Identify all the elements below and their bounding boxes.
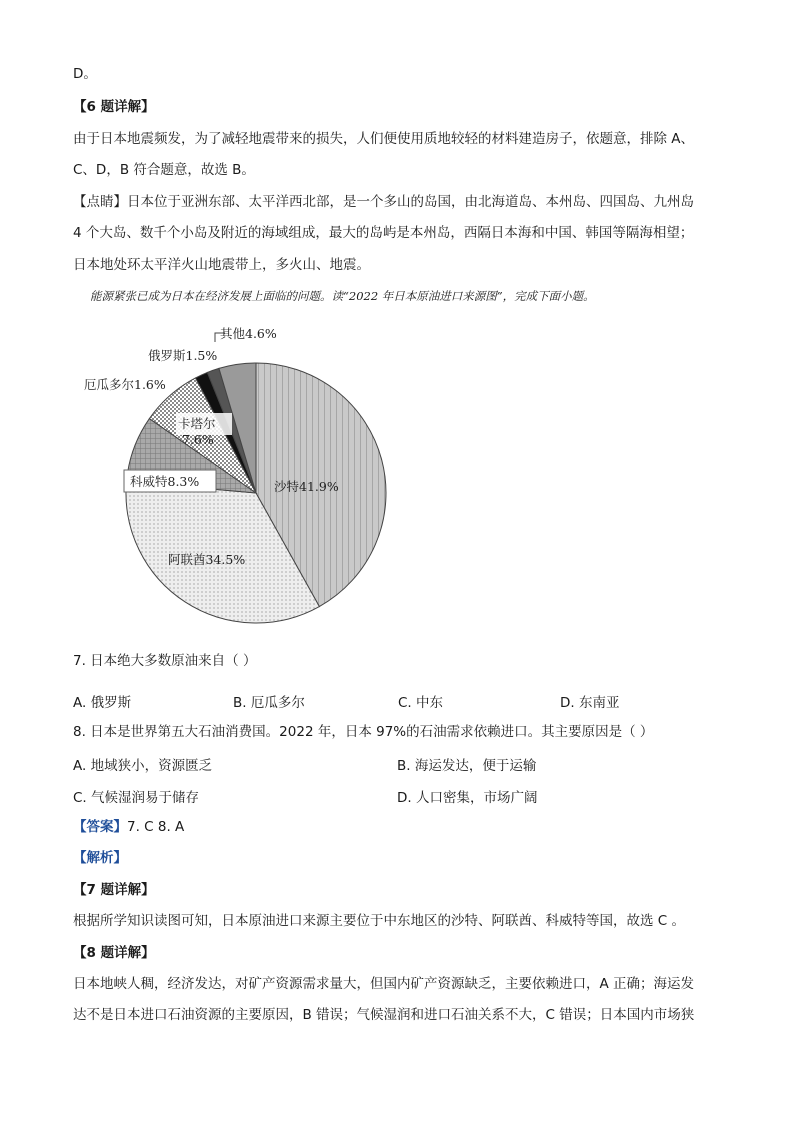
- answer-tag: 【答案】: [73, 819, 127, 835]
- text-line: 由于日本地震频发，为了减轻地震带来的损失，人们便使用质地较轻的材料建造房子，依题意，排除 A、: [73, 131, 695, 147]
- answer-text: 7. C 8. A: [127, 819, 185, 835]
- text-line: 日本地峡人稠，经济发达，对矿产资源需求量大，但国内矿产资源缺乏，主要依赖进口，A 正确；海运发: [73, 976, 695, 992]
- question-7: 7. 日本绝大多数原油来自（ ）: [73, 653, 257, 669]
- figure-caption: 能源紧张已成为日本在经济发展上面临的问题。读“2022 年日本原油进口来源图”，完成下面小题。: [90, 289, 595, 303]
- slice-label-alianqiu: 阿联酋34.5%: [168, 552, 246, 567]
- pie-chart: [60, 318, 420, 638]
- slice-label-kataer: 卡塔尔: [178, 416, 216, 431]
- text-line: 4 个大岛、数千个小岛及附近的海域组成，最大的岛屿是本州岛，西隔日本海和中国、韩国等隔海相望；: [73, 225, 694, 241]
- q7-option-b: B. 厄瓜多尔: [233, 695, 305, 711]
- q7-option-a: A. 俄罗斯: [73, 695, 132, 711]
- slice-label-shate: 沙特41.9%: [274, 479, 339, 494]
- question-8: 8. 日本是世界第五大石油消费国。2022 年，日本 97%的石油需求依赖进口。其主要原因是（ ）: [73, 724, 654, 740]
- q8-option-c: C. 气候湿润易于储存: [73, 790, 200, 806]
- text-line: 根据所学知识读图可知，日本原油进口来源主要位于中东地区的沙特、阿联酋、科威特等国，故选 C 。: [73, 913, 686, 929]
- text-line: 达不是日本进口石油资源的主要原因，B 错误；气候湿润和进口石油关系不大，C 错误；日本国内市场狭: [73, 1007, 695, 1023]
- section-heading-6: 【6 题详解】: [73, 99, 155, 115]
- q8-option-a: A. 地域狭小，资源匮乏: [73, 758, 213, 774]
- analysis-tag: 【解析】: [73, 850, 127, 866]
- text-line: 【点睛】日本位于亚洲东部、太平洋西北部，是一个多山的岛国，由北海道岛、本州岛、四国岛、九州岛: [73, 194, 694, 210]
- slice-label-kataer-value: 7.6%: [182, 432, 214, 447]
- slice-label-eluosi: 俄罗斯1.5%: [148, 348, 218, 363]
- text-line: 日本地处环太平洋火山地震带上，多火山、地震。: [73, 257, 370, 273]
- q7-option-d: D. 东南亚: [560, 695, 620, 711]
- text-line: D。: [73, 66, 97, 82]
- section-heading-8: 【8 题详解】: [73, 945, 155, 961]
- q8-option-b: B. 海运发达，便于运输: [397, 758, 537, 774]
- slice-label-qita: 其他4.6%: [220, 326, 277, 341]
- answer-line: [73, 817, 184, 837]
- slice-label-eguaduoer: 厄瓜多尔1.6%: [84, 377, 166, 392]
- q8-option-d: D. 人口密集，市场广阔: [397, 790, 538, 806]
- section-heading-7: 【7 题详解】: [73, 882, 155, 898]
- slice-label-keweite: 科威特8.3%: [130, 474, 200, 489]
- text-line: C、D，B 符合题意，故选 B。: [73, 162, 255, 178]
- q7-option-c: C. 中东: [398, 695, 444, 711]
